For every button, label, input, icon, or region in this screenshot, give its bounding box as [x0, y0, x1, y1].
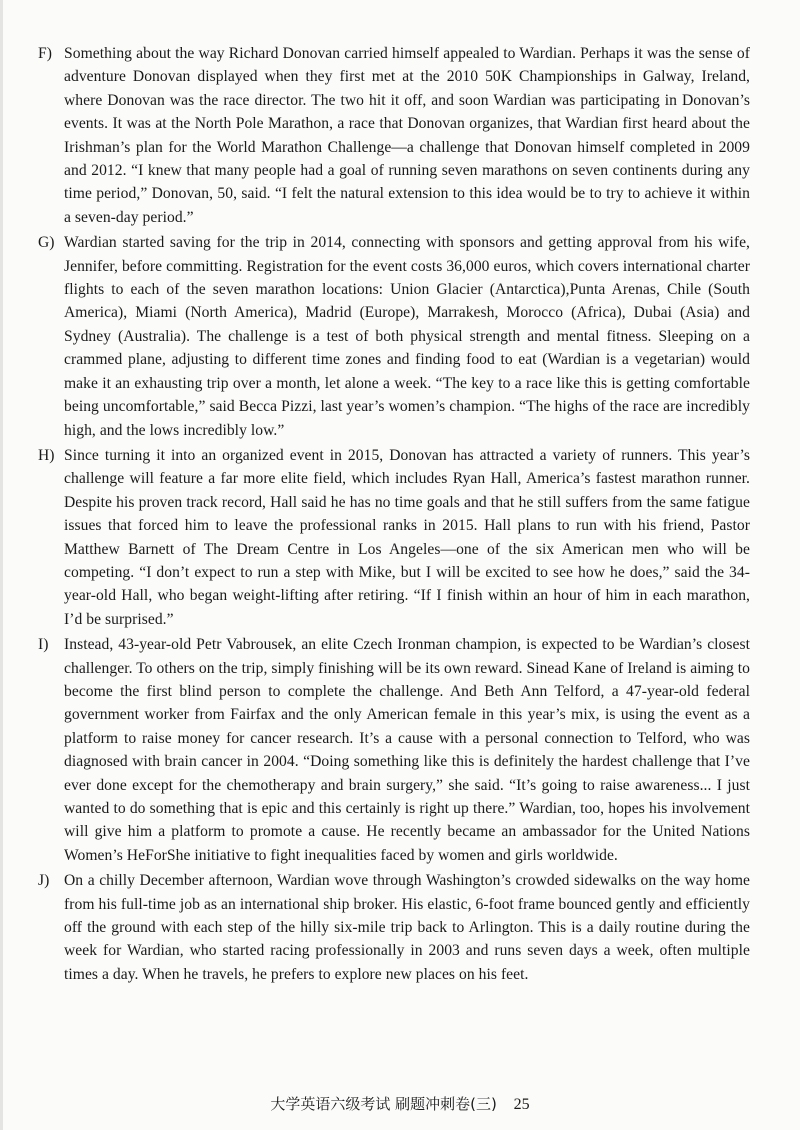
page-footer	[0, 1093, 800, 1114]
footer-title: 大学英语六级考试 刷题冲刺卷(三)	[270, 1095, 497, 1113]
paragraph-label: G)	[38, 234, 55, 252]
paragraph-text: Instead, 43-year-old Petr Vabrousek, an elite Czech Ironman champion, is expected to be Wardian’s closest challenger. To others on the trip, simply finishing will be its own reward. Sinead Kane of Ireland is aiming to become the first blind person to complete the challenge. And Beth Ann Telford, a 47-year-old federal government worker from Fairfax and the only American female in this year’s mix, is using the event as a platform to raise money for cancer research. It’s a cause with a personal connection to Telford, who was diagnosed with brain cancer in 2004. “Doing something like this is definitely the hardest challenge that I’ve ever done except for the chemotherapy and brain surgery,” she said. “It’s going to raise awareness... I just wanted to do something that is epic and this certainly is right up there.” Wardian, too, hopes his involvement will give him a platform to promote a cause. He recently became an ambassador for the United Nations Women’s HeForShe initiative to fight inequalities faced by women and girls worldwide.	[64, 636, 750, 864]
paragraph-j	[38, 869, 750, 986]
paragraph-label: I)	[38, 636, 49, 654]
paragraph-text: Since turning it into an organized event in 2015, Donovan has attracted a variety of runners. This year’s challenge will feature a far more elite field, which includes Ryan Hall, America’s fastest marathon runner. Despite his proven track record, Hall said he has no time goals and that he still suffers from the same fatigue issues that forced him to leave the professional ranks in 2015. Hall plans to run with his friend, Pastor Matthew Barnett of The Dream Centre in Los Angeles—one of the six American men who will be competing. “I don’t expect to run a step with Mike, but I will be excited to see how he does,” said the 34-year-old Hall, who began weight-lifting after retiring. “If I finish within an hour of him in each marathon, I’d be surprised.”	[64, 446, 750, 628]
scan-edge	[0, 0, 3, 1130]
passage-content	[38, 42, 750, 988]
paragraph-g	[38, 231, 750, 442]
paragraph-text: On a chilly December afternoon, Wardian wove through Washington’s crowded sidewalks on the way home from his full-time job as an international ship broker. His elastic, 6-foot frame bounced gently and efficiently off the ground with each step of the hilly six-mile trip back to Arlington. This is a daily routine during the week for Wardian, who started racing professionally in 2003 and runs seven days a week, often multiple times a day. When he travels, he prefers to explore new places on his feet.	[64, 872, 750, 983]
paragraph-h	[38, 444, 750, 631]
page-number: 25	[513, 1096, 530, 1113]
paragraph-label: J)	[38, 872, 50, 890]
paragraph-f	[38, 42, 750, 229]
paragraph-text: Wardian started saving for the trip in 2014, connecting with sponsors and getting approval from his wife, Jennifer, before committing. Registration for the event costs 36,000 euros, which covers international charter flights to each of the seven marathon locations: Union Glacier (Antarctica),Punta Arenas, Chile (South America), Miami (North America), Madrid (Europe), Marrakesh, Morocco (Africa), Dubai (Asia) and Sydney (Australia). The challenge is a test of both physical strength and mental fitness. Sleeping on a crammed plane, adjusting to different time zones and finding food to eat (Wardian is a vegetarian) would make it an exhausting trip over a month, let alone a week. “The key to a race like this is getting comfortable being uncomfortable,” said Becca Pizzi, last year’s women’s champion. “The highs of the race are incredibly high, and the lows incredibly low.”	[64, 234, 750, 439]
paragraph-label: F)	[38, 45, 52, 62]
paragraph-text: Something about the way Richard Donovan carried himself appealed to Wardian. Perhaps it was the sense of adventure Donovan displayed when they first met at the 2010 50K Championships in Galway, Ireland, where Donovan was the race director. The two hit it off, and soon Wardian was participating in Donovan’s events. It was at the North Pole Marathon, a race that Donovan organizes, that Wardian first heard about the Irishman’s plan for the World Marathon Challenge—a challenge that Donovan himself completed in 2009 and 2012. “I knew that many people had a goal of running seven marathons on seven continents during any time period,” Donovan, 50, said. “I felt the natural extension to this idea would be to try to achieve it within a seven-day period.”	[64, 45, 750, 226]
paragraph-i	[38, 633, 750, 867]
paragraph-label: H)	[38, 446, 55, 464]
